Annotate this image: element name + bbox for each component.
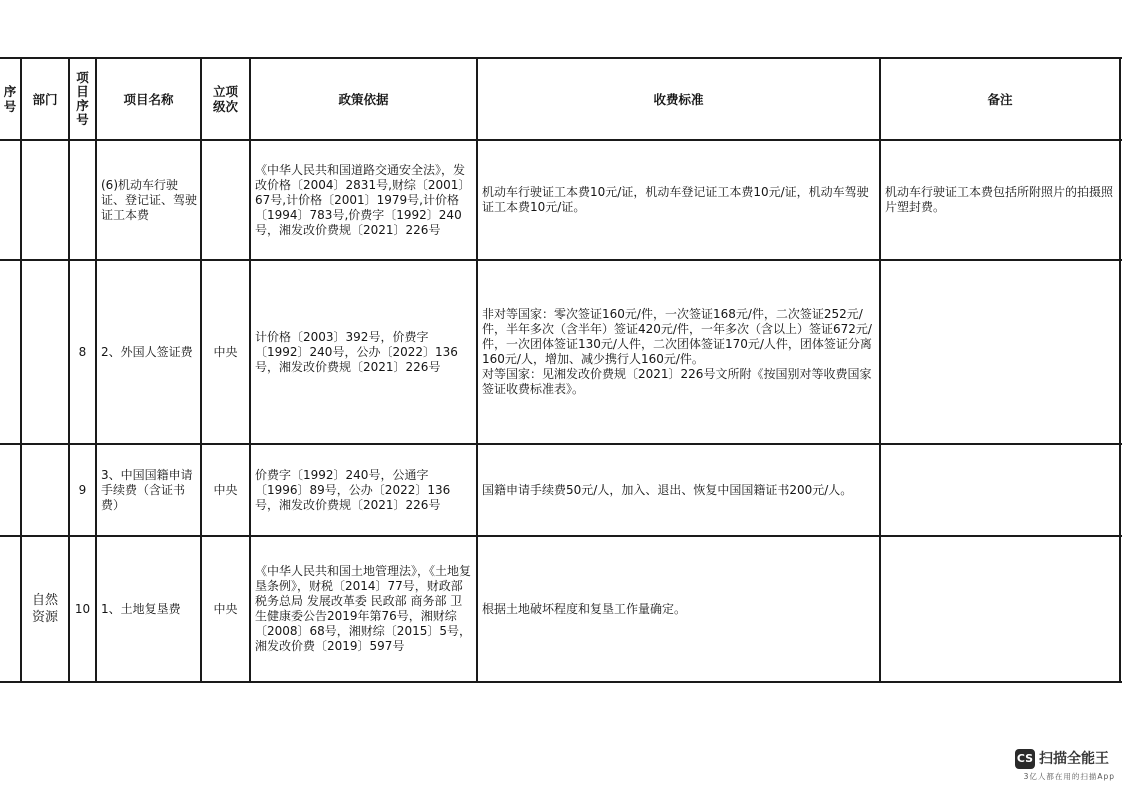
row4-dept: 自然 资源	[31, 593, 58, 625]
row2-level: 中央	[213, 344, 238, 359]
row1-item-name: (6)机动车行驶证、登记证、驾驶证工本费	[101, 177, 198, 222]
table-rule	[0, 681, 1122, 683]
row3-item-name: 3、中国国籍申请手续费（含证书费）	[101, 467, 193, 512]
row3-item-no: 9	[78, 482, 87, 497]
header-seq: 序 号	[3, 84, 17, 114]
header-note: 备注	[987, 91, 1013, 107]
watermark-slogan: 3亿人都在用的扫描App	[1023, 772, 1115, 781]
row2-item-no: 8	[78, 344, 87, 359]
row1-policy: 《中华人民共和国道路交通安全法》，发改价格〔2004〕2831号,财综〔2001〕67号,计价格〔2001〕1979号,计价格〔1994〕783号,价费字〔1992〕240号，湘发改价费规〔2021〕226号	[255, 162, 471, 237]
header-fee: 收费标准	[653, 91, 704, 107]
camscanner-logo-icon: CS	[1015, 749, 1035, 769]
row2-item-name: 2、外国人签证费	[101, 344, 193, 359]
header-dept: 部门	[32, 91, 58, 107]
row1-note: 机动车行驶证工本费包括所附照片的拍摄照片塑封费。	[885, 185, 1114, 214]
row3-level: 中央	[213, 482, 238, 497]
row4-item-name: 1、土地复垦费	[101, 601, 181, 616]
row2-policy: 计价格〔2003〕392号，价费字〔1992〕240号，公办〔2022〕136号，湘发改价费规〔2021〕226号	[255, 329, 458, 374]
table-rule	[95, 57, 97, 683]
watermark-name: 扫描全能王	[1039, 751, 1109, 767]
header-item-name: 项目名称	[123, 91, 174, 107]
table-rule	[1119, 57, 1121, 683]
table-rule	[476, 57, 478, 683]
row1-fee: 机动车行驶证工本费10元/证，机动车登记证工本费10元/证，机动车驾驶证工本费10元/证。	[482, 185, 869, 214]
row3-fee: 国籍申请手续费50元/人，加入、退出、恢复中国国籍证书200元/人。	[482, 482, 853, 497]
row4-fee: 根据土地破坏程度和复垦工作量确定。	[482, 601, 687, 616]
header-level: 立项 级次	[212, 84, 238, 114]
row2-fee: 非对等国家：零次签证160元/件，一次签证168元/件，二次签证252元/件，半年多次（含半年）签证420元/件，一年多次（含以上）签证672元/件，一次团体签证130元/人件，二次团体签证170元/人件，团体签证分离160元/人，增加、减少携行人160元/件。 对等国家：见湘发改价费规〔2021〕226号文所附《按国别对等收费国家签证收费标准表》。	[482, 307, 872, 396]
table-rule	[879, 57, 881, 683]
table-rule	[249, 57, 251, 683]
scanner-watermark	[1015, 749, 1115, 785]
row4-item-no: 10	[74, 601, 91, 616]
row4-level: 中央	[213, 601, 238, 616]
row4-policy: 《中华人民共和国土地管理法》，《土地复垦条例》，财税〔2014〕77号，财政部 税务总局 发展改革委 民政部 商务部 卫生健康委公告2019年第76号，湘财综〔2008〕68号，湘财综〔2015〕5号，湘发改价费〔2019〕597号	[255, 564, 472, 653]
row3-policy: 价费字〔1992〕240号，公通字〔1996〕89号，公办〔2022〕136号，湘发改价费规〔2021〕226号	[255, 467, 451, 512]
header-item-no: 项 目 序 号	[76, 70, 89, 127]
header-policy: 政策依据	[338, 91, 389, 107]
